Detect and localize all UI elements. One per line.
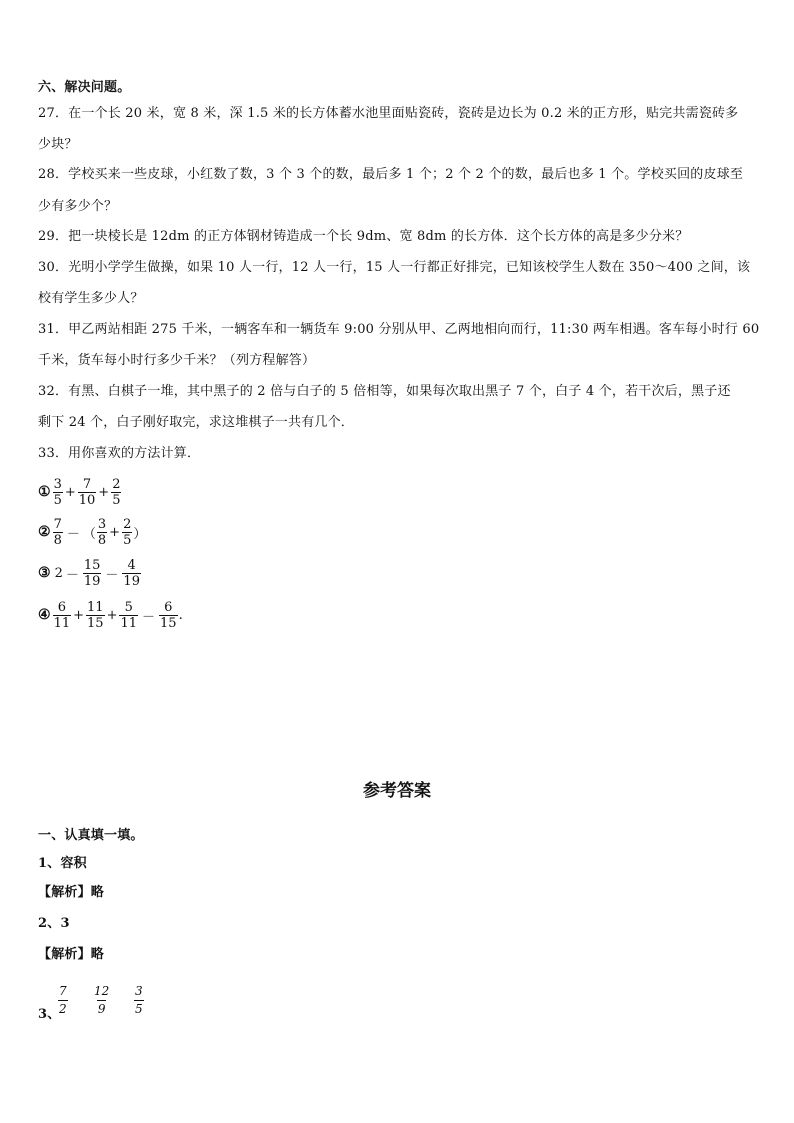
fraction: $\frac{2}{5}$: [123, 516, 132, 548]
fraction: $\frac{5}{11}$: [120, 599, 138, 631]
operator: +: [64, 484, 76, 500]
item-number: ③: [38, 565, 51, 581]
answer-3-fraction: 12 9: [94, 984, 110, 1016]
question-30-line1: 30．光明小学学生做操，如果 10 人一行，12 人一行，15 人一行都正好排完，已知该校学生人数在 350～400 之间，该: [38, 260, 751, 275]
fraction: $\frac{2}{5}$: [112, 476, 121, 508]
fraction: $\frac{4}{19}$: [123, 557, 140, 589]
period: .: [178, 607, 183, 623]
operator: +: [98, 484, 110, 500]
fraction: $\frac{6}{11}$: [53, 599, 71, 631]
answers-title: 参考答案: [363, 781, 431, 801]
calc-item-3: [38, 555, 142, 591]
fraction: $\frac{7}{10}$: [78, 476, 96, 508]
question-27-line1: 27．在一个长 20 米，宽 8 米，深 1.5 米的长方体蓄水池里面贴瓷砖，瓷砖是边长为 0.2 米的正方形，贴完共需瓷砖多: [38, 106, 739, 121]
calc-item-4: [38, 597, 183, 633]
right-paren: ）: [133, 526, 147, 542]
answer-2: 2、3: [38, 916, 70, 931]
question-33: 33．用你喜欢的方法计算．: [38, 446, 201, 461]
question-30-line2: 校有学生多少人？: [38, 291, 144, 306]
question-32-line2: 剩下 24 个，白子刚好取完，求这堆棋子一共有几个．: [38, 415, 355, 430]
answer-1: 1、容积: [38, 856, 87, 871]
section-heading-6: 六、解决问题。: [38, 80, 131, 95]
calc-item-2: [38, 514, 146, 550]
operator: +: [109, 524, 121, 540]
operator: +: [106, 607, 118, 623]
fraction: $\frac{3}{8}$: [97, 516, 107, 548]
answer-3-fraction: 3 5: [135, 984, 143, 1016]
answer-2-analysis: 【解析】略: [38, 947, 105, 962]
question-28-line1: 28．学校买来一些皮球，小红数了数，3 个 3 个的数，最后多 1 个；2 个 2 个的数，最后也多 1 个。学校买回的皮球至: [38, 167, 744, 182]
question-27-line2: 少块？: [38, 137, 78, 152]
question-29: 29．把一块棱长是 12dm 的正方体钢材铸造成一个长 9dm、宽 8dm 的长方体．这个长方体的高是多少分米？: [38, 229, 689, 244]
fraction: $\frac{11}{15}$: [87, 599, 104, 631]
question-31-line1: 31．甲乙两站相距 275 千米，一辆客车和一辆货车 9:00 分别从甲、乙两地相向而行，11:30 两车相遇。客车每小时行 60: [38, 322, 760, 337]
question-31-line2: 千米，货车每小时行多少千米？（列方程解答）: [38, 353, 316, 368]
operator: －: [105, 567, 119, 583]
fraction: $\frac{3}{5}$: [53, 476, 62, 508]
operator: －: [66, 526, 80, 542]
left-paren: （: [82, 526, 96, 542]
operator: +: [73, 607, 85, 623]
fraction: $\frac{15}{19}$: [83, 557, 101, 589]
calc-item-1: [38, 474, 122, 510]
question-32-line1: 32．有黑、白棋子一堆，其中黑子的 2 倍与白子的 5 倍相等，如果每次取出黑子 7 个，白子 4 个，若干次后，黑子还: [38, 384, 731, 399]
operator: －: [65, 567, 79, 583]
fraction: $\frac{7}{8}$: [53, 516, 62, 548]
operator: －: [142, 609, 156, 625]
item-number: ④: [38, 607, 51, 623]
answers-section-1: 一、认真填一填。: [38, 828, 144, 843]
answer-1-analysis: 【解析】略: [38, 885, 105, 900]
item-number: ①: [38, 484, 51, 500]
item-number: ②: [38, 524, 51, 540]
answer-3-label: 3、: [38, 1007, 61, 1022]
fraction: $\frac{6}{15}$: [160, 599, 177, 631]
whole-number: 2: [54, 565, 63, 581]
question-28-line2: 少有多少个？: [38, 199, 118, 214]
answer-3-fraction: 7 2: [59, 984, 67, 1016]
